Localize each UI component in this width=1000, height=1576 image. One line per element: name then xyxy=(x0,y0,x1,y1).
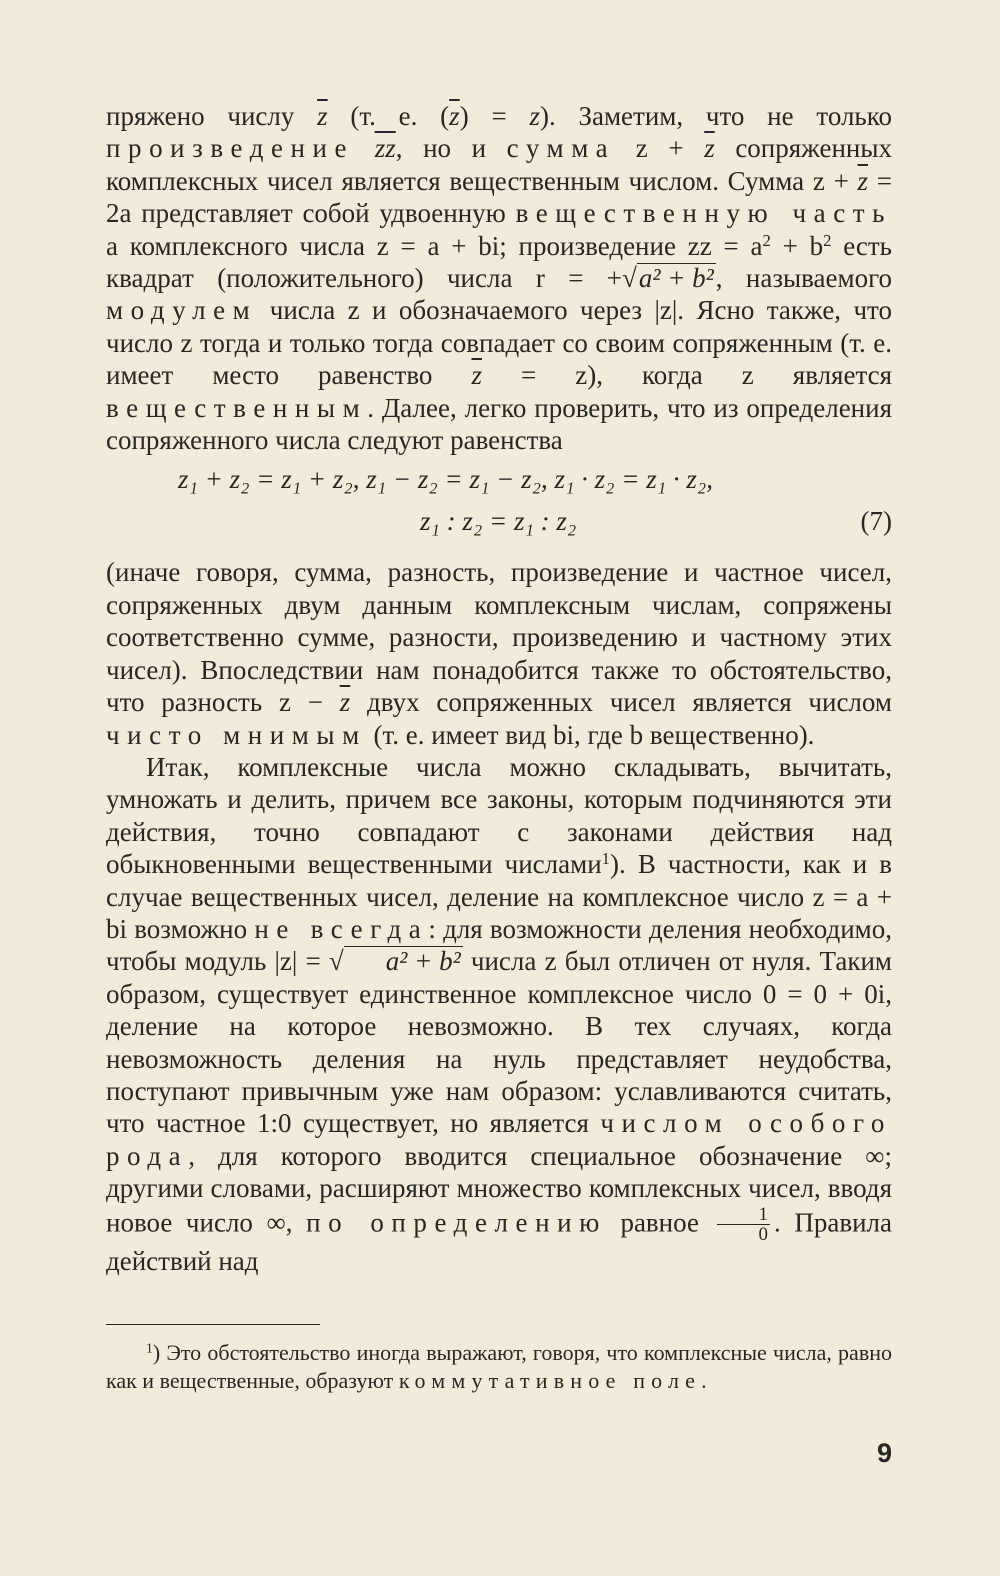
fraction-one-over-zero: $\frac{1}{0}$ xyxy=(717,1205,770,1246)
spaced-word: числом особого рода xyxy=(106,1108,892,1171)
spaced-word: чисто мнимым xyxy=(106,719,367,750)
footnote-reference: 1 xyxy=(601,848,611,868)
page-number: 9 xyxy=(876,1438,892,1468)
paragraph-3: Итак, комплексные числа можно складывать, вычитать, умножать и делить, причем все законы, которым подчиняются эти действия, точно совпадают с законами действия над обыкновенными вещественными числами$^1$). В частности, как и в случае вещественных чисел, деление на комплексное число z = a + bi возможно не всегда: для возможности деления необходимо, чтобы модуль |z| = √ a² + b² числа z был отличен от нуля. Таким образом, существует единственное комплексное число 0 = 0 + 0i, деление на которое невозможно. В тех случаях, когда невозможность деления на нуль представляет неудобства, поступают привычным уже нам образом: уславливаются считать, что частное 1:0 существует, но является числом особого рода, для которого вводится специальное обозначение ∞; другими словами, расширяют множество комплексных чисел, вводя новое число ∞, по определению равное $\frac{1}{0}$ . Правила действий над xyxy=(106,751,892,1277)
footnote: $^1$) Это обстоятельство иногда выражают, говоря, что комплексные числа, равно как и вещественные, образуют коммутативное поле. xyxy=(106,1339,892,1393)
equation-number: (7) xyxy=(860,506,892,537)
spaced-word: вещественную часть xyxy=(515,198,893,229)
paragraph-2: (иначе говоря, сумма, разность, произведение и частное чисел, сопряженных двум данным комплексным числам, сопряжены соответственно сумме, разности, произведению и частному этих чисел). Впоследствии нам понадобится также то обстоятельство, что разность $z - \overline{z}$ двух сопряженных чисел является числом чисто мнимым (т. е. имеет вид bi, где b вещественно). xyxy=(106,557,892,750)
paragraph-1: пряжено числу $\overline{z}$ (т. е. $(\overline{z}) = z$). Заметим, что не только произведение $\overline{zz}$, но и сумма $z + \overline{z}$ сопряженных комплексных чисел является вещественным числом. Сумма $z + \overline{z} = 2a$ представляет собой удвоенную вещественную часть a комплексного числа z = a + bi; произведение zz = $a^2 + b^2$ есть квадрат (положительного) числа r = +√a² + b², называемого модулем числа z и обозначаемого через |z|. Ясно также, что число z тогда и только тогда совпадает со своим сопряженным (т. е. имеет место равенство $\overline{z} = z$), когда z является вещественным. Далее, легко проверить, что из определения сопряженного числа следуют равенства xyxy=(106,101,893,456)
spaced-word: вещественным xyxy=(106,392,368,423)
footnote-divider xyxy=(106,1324,320,1325)
display-formula-7 xyxy=(106,464,892,550)
spaced-word: произведение xyxy=(106,133,355,164)
spaced-word: не всегда xyxy=(254,913,429,944)
spaced-word: сумма xyxy=(506,133,616,164)
formula-line-1: z₁ + z₂ = z₁ + z₂, z₁ − z₂ = z₁ − z₂, z₁ · z₂ = z₁ · z₂, xyxy=(178,464,714,495)
formula-line-2: z₁ : z₂ = z₁ : z₂ xyxy=(420,506,577,537)
spaced-word: модулем xyxy=(106,295,258,326)
radicand: a² + b² xyxy=(638,263,714,294)
spaced-word: по определению xyxy=(306,1207,607,1238)
radicand: a² + b² xyxy=(344,946,463,977)
footnote-mark: 1 xyxy=(146,1340,153,1356)
spaced-word: коммутативное поле xyxy=(398,1367,702,1393)
